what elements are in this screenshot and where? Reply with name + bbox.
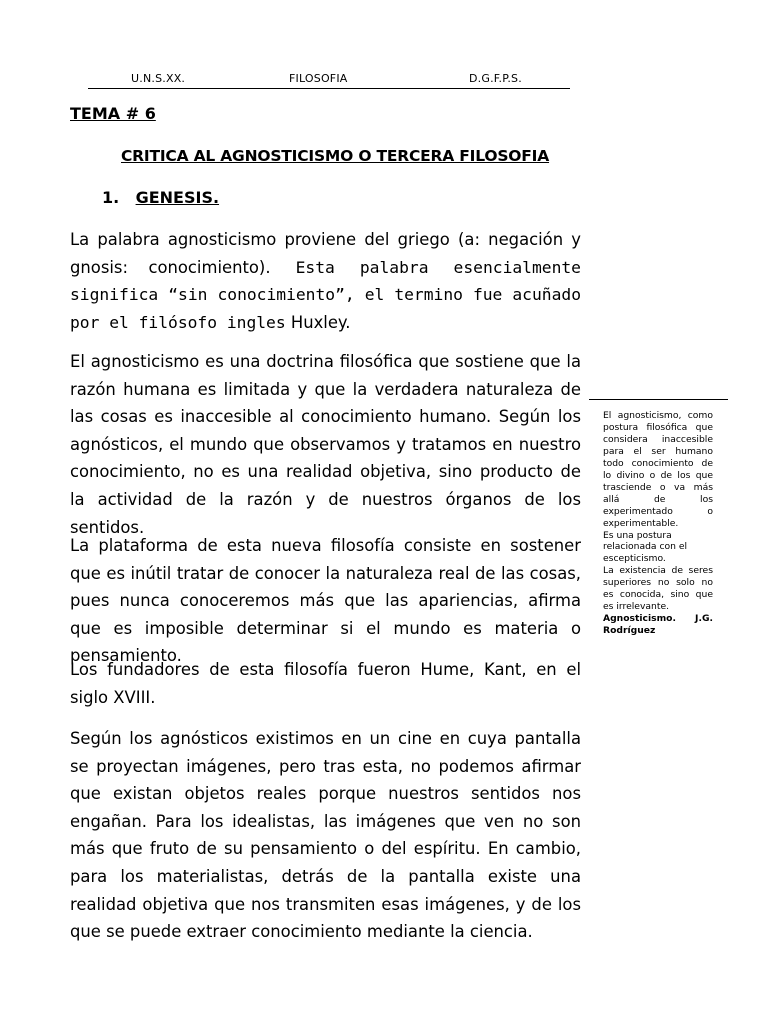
sidenote-rule [589, 399, 728, 400]
reference-title: Agnosticismo. [603, 613, 676, 625]
paragraph-text: Según los agnósticos existimos en un cine en cuya pantalla se proyectan imágenes, pero tras esta, no podemos afirmar que existan objetos reales porque nuestros sentidos nos engañan. Para los idealistas, las imágenes que ven no son más que fruto de su pensamiento o del espíritu. En cambio, para los materialistas, detrás de la pantalla existe una realidad objetiva que nos transmiten esas imágenes, y de los que se puede extraer conocimiento mediante la ciencia. [70, 729, 581, 942]
paragraph-definition [70, 348, 581, 541]
paragraph-text-mono: Esta palabra esencialmente significa “sin conocimiento”, el termino fue acuñado por el filósofo ingles [70, 257, 581, 332]
reference-author-name: Rodríguez [603, 625, 656, 637]
sidenote-text: La existencia de seres superiores no solo no es conocida, sino que es irrelevante. [603, 565, 713, 613]
sidenote-text: El agnosticismo, como postura filosófica que considera inaccesible para el ser humano todo conocimiento de lo divino o de los que trasciende o va más allá de los experimentado o experimentable. [603, 410, 713, 529]
paragraph-text: Huxley. [285, 312, 351, 332]
paragraph-etymology [70, 226, 581, 336]
paragraph-text: El agnosticismo es una doctrina filosófica que sostiene que la razón humana es limitada y que la verdadera naturaleza de las cosas es inaccesible al conocimiento humano. Según los agnósticos, el mundo que observamos y tratamos en nuestro conocimiento, no es una realidad objetiva, sino producto de la actividad de la razón y de nuestros órganos de los sentidos. [70, 352, 581, 537]
paragraph-platform [70, 532, 581, 670]
sidenote [603, 410, 713, 637]
paragraph-text: La plataforma de esta nueva filosofía consiste en sostener que es inútil tratar de conocer la naturaleza real de las cosas, pues nunca conoceremos más que las apariencias, afirma que es imposible determinar si el mundo es materia o pensamiento. [70, 536, 581, 666]
reference-author: J.G. [695, 613, 713, 625]
header-institution: U.N.S.XX. [131, 72, 186, 85]
paragraph-founders [70, 656, 581, 711]
section-number: 1. [102, 188, 120, 207]
section-heading [102, 188, 219, 207]
paragraph-cinema [70, 725, 581, 946]
header-subject: FILOSOFIA [289, 72, 348, 85]
section-label: GENESIS. [135, 188, 220, 207]
sidenote-text: Es una postura relacionada con el escepticismo. [603, 529, 688, 565]
topic-heading: TEMA # 6 [70, 104, 156, 123]
header-rule [88, 88, 570, 89]
paragraph-text: La palabra agnosticismo proviene del griego (a: negación y gnosis: conocimiento). [70, 230, 581, 277]
header-department: D.G.F.P.S. [469, 72, 522, 85]
sidenote-reference [603, 613, 713, 625]
paragraph-text: Los fundadores de esta filosofía fueron Hume, Kant, en el siglo XVIII. [70, 660, 581, 707]
page-title: CRITICA AL AGNOSTICISMO O TERCERA FILOSOFIA [121, 147, 550, 165]
